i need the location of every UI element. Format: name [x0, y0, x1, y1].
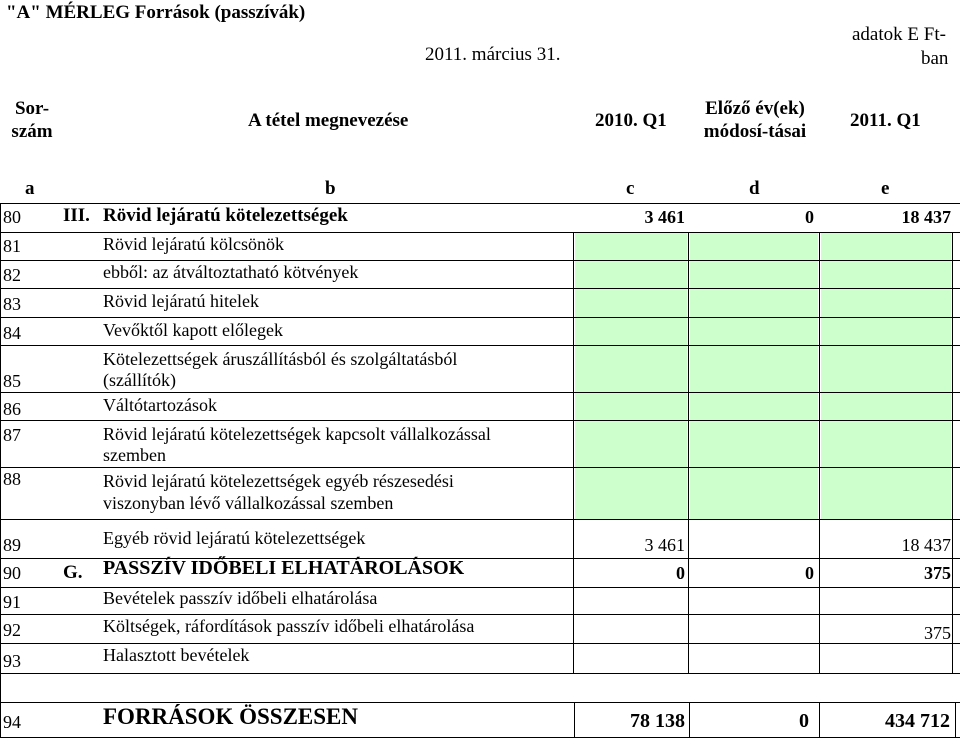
- row-divider: [0, 614, 960, 615]
- row-number: 86: [3, 399, 21, 419]
- value-prev: 0: [805, 207, 814, 227]
- row-number: 83: [3, 294, 21, 314]
- row-number: 84: [3, 323, 21, 343]
- total-2011: 434 712: [885, 710, 950, 732]
- row-label: Rövid lejáratú hitelek: [103, 291, 259, 311]
- row-number: 92: [3, 620, 21, 640]
- column-letter-c: c: [626, 178, 635, 199]
- row-number: 82: [3, 265, 21, 285]
- header-name: A tétel megnevezése: [248, 110, 409, 131]
- row-divider: [0, 420, 960, 421]
- value-2010: 3 461: [644, 535, 685, 555]
- row-divider: [0, 203, 960, 204]
- column-divider: [952, 232, 953, 673]
- value-prev: 0: [805, 563, 814, 583]
- row-label: Bevételek passzív időbeli elhatárolása: [103, 588, 378, 608]
- header-prev-line2: módosí-tásai: [703, 121, 807, 142]
- value-2010: 3 461: [644, 207, 685, 227]
- row-divider: [0, 643, 960, 644]
- row-number: 80: [3, 207, 21, 227]
- total-label: FORRÁSOK ÖSSZESEN: [103, 704, 358, 729]
- header-sorszam: [8, 97, 56, 143]
- unit-label-cont: ban: [921, 48, 949, 69]
- row-label-line2: (szállítók): [103, 370, 176, 390]
- row-divider: [0, 392, 960, 393]
- row-label: Halasztott bevételek: [103, 645, 250, 665]
- row-label: Váltótartozások: [103, 395, 217, 415]
- value-2011: 375: [924, 563, 951, 583]
- row-label-line2: viszonyban lévő vállalkozással szemben: [103, 493, 394, 513]
- row-label-line1: Kötelezettségek áruszállításból és szolgáltatásból: [103, 349, 458, 369]
- unit-label: adatok E Ft-: [852, 24, 946, 45]
- header-2010: 2010. Q1: [595, 110, 667, 131]
- row-label: Rövid lejáratú kölcsönök: [103, 234, 284, 254]
- header-sorszam-line1: Sor-: [14, 98, 50, 119]
- row-divider: [0, 260, 960, 261]
- row-label: Vevőktől kapott előlegek: [103, 320, 283, 340]
- section-prefix: III.: [63, 205, 90, 226]
- column-divider: [688, 232, 689, 673]
- green-cells-d: [690, 232, 818, 519]
- header-prev-line1: Előző év(ek): [705, 98, 805, 119]
- row-divider: [0, 288, 960, 289]
- row-label: Egyéb rövid lejáratú kötelezettségek: [103, 528, 366, 548]
- value-2011: 18 437: [901, 535, 951, 555]
- row-label-line1: Rövid lejáratú kötelezettségek egyéb részesedési: [103, 471, 454, 491]
- report-date: 2011. március 31.: [425, 44, 561, 65]
- row-divider: [0, 467, 960, 468]
- green-cells-c: [575, 232, 687, 519]
- header-prev: [690, 97, 820, 143]
- column-letter-b: b: [325, 178, 336, 199]
- row-number: 81: [3, 236, 21, 256]
- row-divider: [0, 519, 960, 520]
- column-divider: [0, 203, 1, 738]
- row-divider: [0, 232, 960, 233]
- row-number: 87: [3, 425, 21, 445]
- header-2011: 2011. Q1: [850, 110, 921, 131]
- row-number: 85: [3, 371, 21, 391]
- column-letter-d: d: [749, 178, 760, 199]
- column-divider: [955, 702, 956, 738]
- row-label: PASSZÍV IDŐBELI ELHATÁROLÁSOK: [103, 557, 465, 579]
- column-divider: [819, 702, 820, 738]
- row-number: 93: [3, 651, 21, 671]
- green-cells-e: [821, 232, 951, 519]
- row-label-line1: Rövid lejáratú kötelezettségek kapcsolt vállalkozással: [103, 424, 491, 444]
- column-divider: [573, 232, 574, 673]
- page-title: "A" MÉRLEG Források (passzívák): [6, 2, 306, 23]
- row-number: 91: [3, 592, 21, 612]
- total-prev: 0: [799, 710, 809, 732]
- row-label: ebből: az átváltoztatható kötvények: [103, 262, 359, 282]
- column-letter-e: e: [881, 178, 890, 199]
- column-divider: [819, 232, 820, 673]
- value-2011: 18 437: [901, 207, 951, 227]
- section-prefix: G.: [63, 562, 83, 583]
- row-label: Költségek, ráfordítások passzív időbeli elhatárolása: [103, 616, 475, 636]
- row-divider: [0, 702, 960, 703]
- value-2010: 0: [676, 563, 685, 583]
- header-sorszam-line2: szám: [11, 121, 53, 142]
- row-number: 89: [3, 535, 21, 555]
- row-divider: [0, 345, 960, 346]
- row-label: Rövid lejáratú kötelezettségek: [103, 205, 348, 226]
- row-number: 88: [3, 469, 21, 489]
- value-2011: 375: [924, 623, 951, 643]
- column-letter-a: a: [25, 178, 35, 199]
- row-number: 90: [3, 563, 21, 583]
- row-label-line2: szemben: [103, 445, 166, 465]
- total-2010: 78 138: [630, 710, 685, 732]
- row-number: 94: [3, 712, 21, 732]
- row-divider: [0, 673, 960, 674]
- row-divider: [0, 317, 960, 318]
